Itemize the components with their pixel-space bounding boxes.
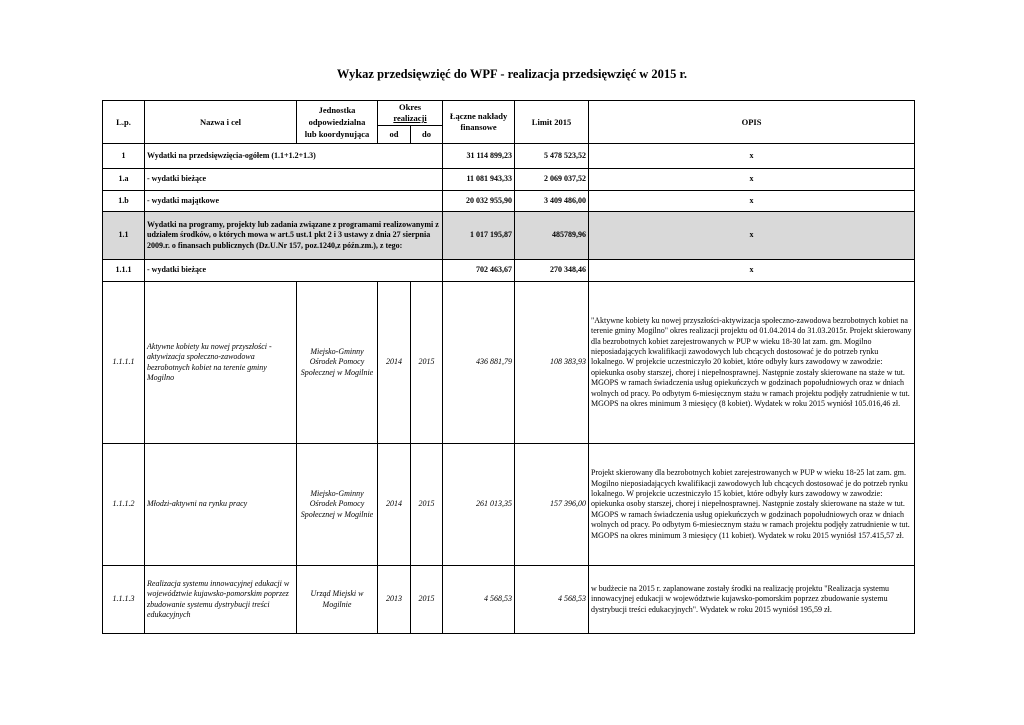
- row-opis: Projekt skierowany dla bezrobotnych kobiet zarejestrowanych w PUP w wieku 18-25 lat zam. gm. Mogilno nieposiadających kwalifikacji zawodowych lub chcących dostosować je do potrzeb rynku lokalnego. W projekcie uczestniczyło 15 kobiet, które odbyły kurs zawodowy w zawodzie: opiekunka osoby starszej, chorej i niepełnosprawnej. Następnie zostały skierowane na staże w tut. MGOPS w ramach świadczenia usług opiekuńczych w godzinach popołudniowych oraz w dniach wolnych od pracy. Po odbytym 6-miesiecznym stażu w ramach projektu podjęły zatrudnienie w tut. MGOPS na okres minimum 3 miesięcy (11 kobiet). Wydatek w roku 2015 wyniósł 157.415,57 zł.: [589, 444, 915, 566]
- header-okres-line1: Okres: [398, 102, 422, 112]
- row-opis: x: [589, 144, 915, 169]
- row-nazwa: - wydatki bieżące: [145, 260, 443, 282]
- summary-row-1-1-1: [103, 260, 915, 282]
- header-od: od: [378, 126, 411, 144]
- row-naklady: 20 032 955,90: [443, 191, 515, 212]
- project-row-2: [103, 444, 915, 566]
- page-title: Wykaz przedsięwzięć do WPF - realizacja przedsięwzięć w 2015 r.: [336, 67, 688, 81]
- row-nazwa: Wydatki na programy, projekty lub zadania związane z programami realizowanymi z udziałem środków, o których mowa w art.5 ust.1 pkt 2 i 3 ustawy z dnia 27 sierpnia 2009.r. o finansach publicznych (Dz.U.Nr 157, poz.1240,z późn.zm.), z tego:: [145, 212, 443, 260]
- project-row-3: [103, 566, 915, 634]
- row-nazwa: Wydatki na przedsięwzięcia-ogółem (1.1+1.2+1.3): [145, 144, 443, 169]
- header-jednostka-line3: lub koordynująca: [304, 129, 370, 140]
- row-od: 2013: [378, 566, 411, 634]
- row-do: 2015: [411, 282, 443, 444]
- row-opis: x: [589, 260, 915, 282]
- row-limit: 485789,96: [515, 212, 589, 260]
- header-lp: L.p.: [103, 101, 145, 144]
- header-jednostka-line2: odpowiedzialna: [308, 116, 366, 127]
- row-nazwa: Aktywne kobiety ku nowej przyszłości - aktywizacja społeczno-zawodowa bezrobotnych kobiet na terenie gminy Mogilno: [145, 282, 297, 444]
- row-naklady: 261 013,35: [443, 444, 515, 566]
- row-naklady: 702 463,67: [443, 260, 515, 282]
- row-nazwa: Młodzi-aktywni na rynku pracy: [145, 444, 297, 566]
- header-nazwa: Nazwa i cel: [145, 101, 297, 144]
- row-naklady: 4 568,53: [443, 566, 515, 634]
- row-do: 2015: [411, 444, 443, 566]
- row-limit: 108 383,93: [515, 282, 589, 444]
- row-nazwa: - wydatki bieżące: [145, 169, 443, 191]
- row-naklady: 1 017 195,87: [443, 212, 515, 260]
- row-nazwa: Realizacja systemu innowacyjnej edukacji w województwie kujawsko-pomorskim poprzez zbudowanie systemu dystrybucji treści edukacyjnych: [145, 566, 297, 634]
- header-opis: OPIS: [589, 101, 915, 144]
- row-lp: 1.1.1.3: [103, 566, 145, 634]
- row-od: 2014: [378, 444, 411, 566]
- row-naklady: 31 114 899,23: [443, 144, 515, 169]
- row-naklady: 11 081 943,33: [443, 169, 515, 191]
- row-lp: 1.1.1.2: [103, 444, 145, 566]
- row-opis: x: [589, 191, 915, 212]
- header-row-top: [103, 101, 915, 126]
- header-jednostka: [297, 101, 378, 144]
- row-jednostka: Miejsko-Gminny Ośrodek Pomocy Społecznej w Mogilnie: [297, 444, 378, 566]
- row-lp: 1.b: [103, 191, 145, 212]
- header-naklady: Łączne nakłady finansowe: [443, 101, 515, 144]
- row-lp: 1: [103, 144, 145, 169]
- header-jednostka-line1: Jednostka: [318, 104, 356, 115]
- header-do: do: [411, 126, 443, 144]
- row-opis: "Aktywne kobiety ku nowej przyszłości-aktywizacja społeczno-zawodowa bezrobotnych kobiet na terenie gminy Mogilno" okres realizacji projektu od 01.04.2014 do 31.03.2015r. Projekt skierowany dla bezrobotnych kobiet zarejestrowanych w PUP w wieku 18-30 lat zam. gm. Mogilno nieposiadających kwalifikacji zawodowych lub chcących dostosować je do potrzeb rynku lokalnego. W projekcie uczestniczyło 20 kobiet, które odbyły kurs zawodowy w zawodzie: opiekunka osoby starszej, chorej i niepełnosprawnej. Następnie zostały skierowane na staże w tut. MGOPS w ramach świadczenia usług opiekuńczych w godzinach popołudniowych oraz w dniach wolnych od pracy. Po odbytym 6-miesięcznym stażu w ramach projektu podjęły zatrudnienie w tut. MGOPS na okres minimum 3 miesięcy (8 kobiet). Wydatek w roku 2015 wyniósł 105.016,46 zł.: [589, 282, 915, 444]
- row-limit: 2 069 037,52: [515, 169, 589, 191]
- summary-row-1: [103, 144, 915, 169]
- row-lp: 1.a: [103, 169, 145, 191]
- row-do: 2015: [411, 566, 443, 634]
- row-lp: 1.1.1: [103, 260, 145, 282]
- row-opis: x: [589, 212, 915, 260]
- wpf-table: [102, 100, 915, 634]
- row-limit: 5 478 523,52: [515, 144, 589, 169]
- row-limit: 4 568,53: [515, 566, 589, 634]
- summary-row-1b: [103, 191, 915, 212]
- row-limit: 3 409 486,00: [515, 191, 589, 212]
- row-limit: 157 396,00: [515, 444, 589, 566]
- header-okres-line2: realizacji: [393, 113, 427, 124]
- row-od: 2014: [378, 282, 411, 444]
- row-opis: x: [589, 169, 915, 191]
- row-limit: 270 348,46: [515, 260, 589, 282]
- row-opis: w budżecie na 2015 r. zaplanowane zostały środki na realizację projektu "Realizacja systemu innowacyjnej edukacji w województwie kujawsko-pomorskim poprzez zbudowanie systemu dystrybucji treści edukacyjnych". Wydatek w roku 2015 wyniósł 195,59 zł.: [589, 566, 915, 634]
- row-jednostka: Urząd Miejski w Mogilnie: [297, 566, 378, 634]
- row-nazwa: - wydatki majątkowe: [145, 191, 443, 212]
- summary-row-1a: [103, 169, 915, 191]
- project-row-1: [103, 282, 915, 444]
- row-lp: 1.1.1.1: [103, 282, 145, 444]
- row-lp: 1.1: [103, 212, 145, 260]
- row-jednostka: Miejsko-Gminny Ośrodek Pomocy Społecznej w Mogilnie: [297, 282, 378, 444]
- header-okres: [378, 101, 443, 126]
- summary-row-1-1: [103, 212, 915, 260]
- row-naklady: 436 881,79: [443, 282, 515, 444]
- header-limit: Limit 2015: [515, 101, 589, 144]
